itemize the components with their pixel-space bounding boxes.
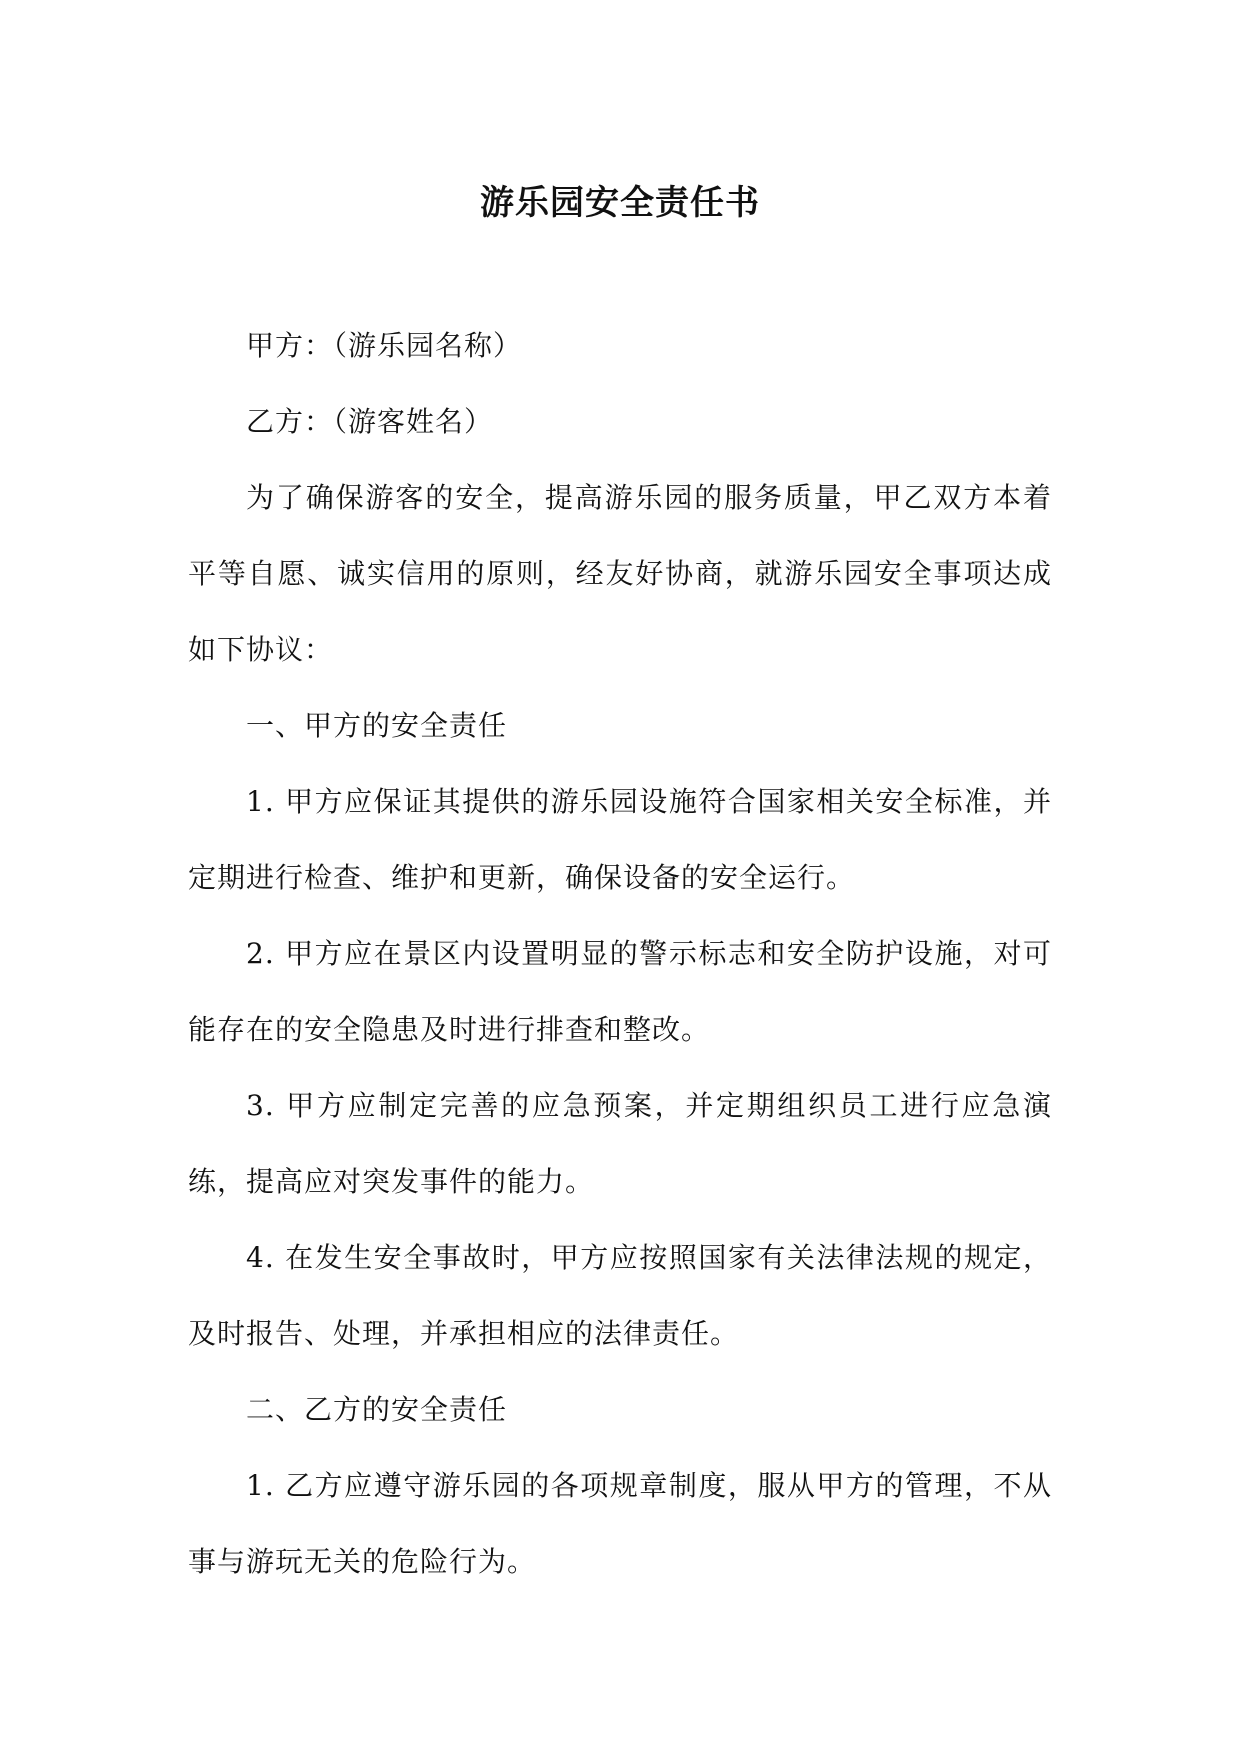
party-a-clause-2: 2. 甲方应在景区内设置明显的警示标志和安全防护设施，对可能存在的安全隐患及时进行排查和整改。 xyxy=(188,937,1052,1046)
document-title: 游乐园安全责任书 xyxy=(480,183,760,223)
party-a-line: 甲方：（游乐园名称） xyxy=(246,329,523,362)
intro-paragraph: 为了确保游客的安全，提高游乐园的服务质量，甲乙双方本着平等自愿、诚实信用的原则，经友好协商，就游乐园安全事项达成如下协议： xyxy=(188,481,1052,666)
section-heading-party-b: 二、乙方的安全责任 xyxy=(246,1393,508,1426)
document-body xyxy=(188,308,1052,1600)
party-b-clause-1: 1. 乙方应遵守游乐园的各项规章制度，服从甲方的管理，不从事与游玩无关的危险行为。 xyxy=(188,1469,1052,1578)
party-a-clause-4: 4. 在发生安全事故时，甲方应按照国家有关法律法规的规定，及时报告、处理，并承担相应的法律责任。 xyxy=(188,1241,1052,1350)
party-a-clause-1: 1. 甲方应保证其提供的游乐园设施符合国家相关安全标准，并定期进行检查、维护和更新，确保设备的安全运行。 xyxy=(188,785,1052,894)
section-heading-party-a: 一、甲方的安全责任 xyxy=(246,709,508,742)
party-a-clause-3: 3. 甲方应制定完善的应急预案，并定期组织员工进行应急演练，提高应对突发事件的能力。 xyxy=(188,1089,1052,1198)
party-b-line: 乙方：（游客姓名） xyxy=(246,405,494,438)
